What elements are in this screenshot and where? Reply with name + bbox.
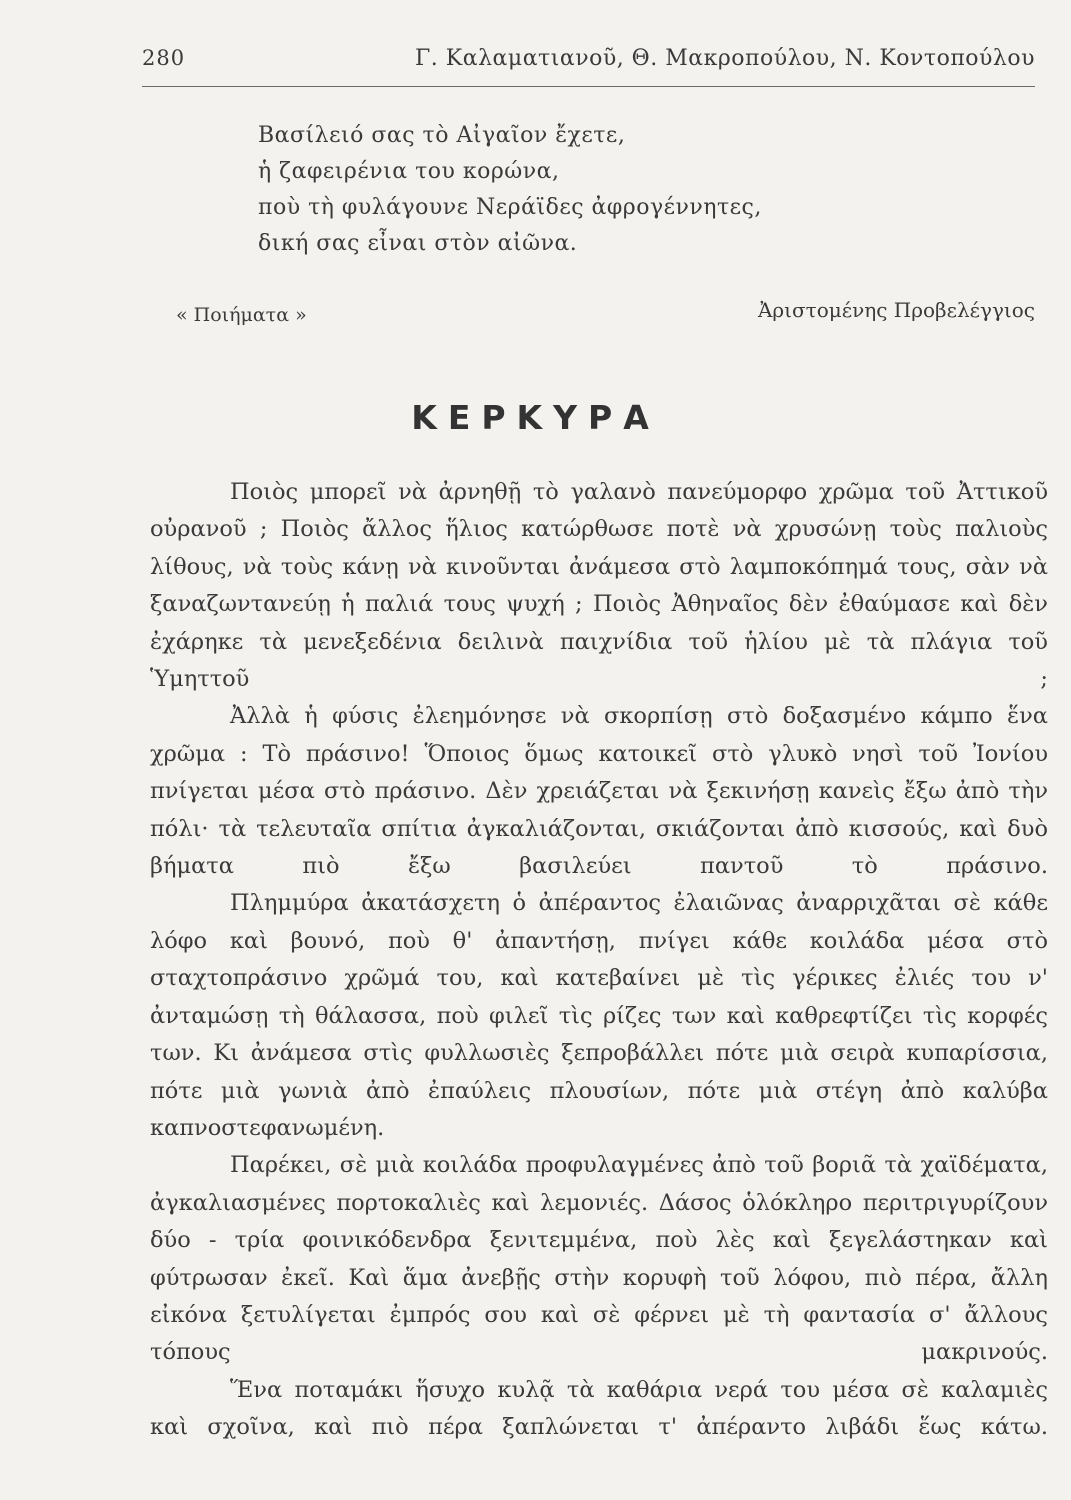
chapter-title: ΚΕΡΚΥΡΑ — [411, 398, 660, 437]
page-number: 280 — [142, 46, 186, 70]
poem-line: ποὺ τὴ φυλάγουνε Νεράϊδες ἀφρογέννητες, — [258, 195, 762, 220]
poem-line: δική σας εἶναι στὸν αἰῶνα. — [258, 231, 578, 256]
paragraph: Παρέκει, σὲ μιὰ κοιλάδα προφυλαγμένες ἀπὸ τοῦ βοριᾶ τὰ χαϊδέματα, ἀγκαλιασμένες πορτοκαλιὲς καὶ λεμονιές. Δάσος ὁλόκληρο περιτριγυρίζουν δύο - τρία φοινικόδενδρα ξενιτεμμένα, ποὺ λὲς καὶ ξεγελάστηκαν καὶ φύτρωσαν ἐκεῖ. Καὶ ἅμα ἀνεβῇς στὴν κορυφὴ τοῦ λόφου, πιὸ πέρα, ἄλλη εἰκόνα ξετυλίγεται ἐμπρός σου καὶ σὲ φέρνει μὲ τὴ φαντασία σ' ἄλλους τόπους μακρινούς. — [150, 1152, 1048, 1366]
paragraph: Πλημμύρα ἀκατάσχετη ὁ ἀπέραντος ἐλαιῶνας ἀναρριχᾶται σὲ κάθε λόφο καὶ βουνό, ποὺ θ' ἀπαντήσῃ, πνίγει κάθε κοιλάδα μέσα στὸ σταχτοπράσινο χρῶμά του, καὶ κατεβαίνει μὲ τὶς γέρικες ἐλιές του ν' ἀνταμώσῃ τὴ θάλασσα, ποὺ φιλεῖ τὶς ρίζες των καὶ καθρεφτίζει τὶς κορφές των. Κι ἀνάμεσα στὶς φυλλωσιὲς ξεπροβάλλει πότε μιὰ σειρὰ κυπαρίσσια, πότε μιὰ γωνιὰ ἀπὸ ἐπαύλεις πλουσίων, πότε μιὰ στέγη ἀπὸ καλύβα καπνοστεφανωμένη. — [150, 890, 1048, 1141]
epigraph-poem — [258, 118, 762, 262]
paragraph: Ἀλλὰ ἡ φύσις ἐλεημόνησε νὰ σκορπίσῃ στὸ δοξασμένο κάμπο ἕνα χρῶμα : Τὸ πράσινο! Ὅποιος ὅμως κατοικεῖ στὸ γλυκὸ νησὶ τοῦ Ἰονίου πνίγεται μέσα στὸ πράσινο. Δὲν χρειάζεται νὰ ξεκινήσῃ κανεὶς ἔξω ἀπὸ τὴν πόλι· τὰ τελευταῖα σπίτια ἀγκαλιάζονται, σκιάζονται ἀπὸ κισσούς, καὶ δυὸ βήματα πιὸ ἔξω βασιλεύει παντοῦ τὸ πράσινο. — [150, 703, 1048, 880]
body-text — [150, 474, 1048, 1447]
poem-attribution — [176, 298, 1035, 328]
poem-author: Ἀριστομένης Προβελέγγιος — [757, 298, 1035, 322]
poem-line: Βασίλειό σας τὸ Αἰγαῖον ἔχετε, — [258, 123, 626, 148]
running-title: Γ. Καλαματιανοῦ, Θ. Μακροπούλου, Ν. Κοντοπούλου — [415, 46, 1035, 71]
running-header — [142, 40, 1035, 87]
poem-source: « Ποιήματα » — [176, 304, 307, 326]
poem-line: ἡ ζαφειρένια του κορώνα, — [258, 159, 560, 184]
paragraph: Ἕνα ποταμάκι ἥσυχο κυλᾷ τὰ καθάρια νερά του μέσα σὲ καλαμιὲς καὶ σχοῖνα, καὶ πιὸ πέρα ξαπλώνεται τ' ἀπέραντο λιβάδι ἕως κάτω. — [150, 1376, 1048, 1441]
paragraph: Ποιὸς μπορεῖ νὰ ἀρνηθῇ τὸ γαλανὸ πανεύμορφο χρῶμα τοῦ Ἀττικοῦ οὐρανοῦ ; Ποιὸς ἄλλος ἥλιος κατώρθωσε ποτὲ νὰ χρυσώνῃ τοὺς παλιοὺς λίθους, νὰ τοὺς κάνῃ νὰ κινοῦνται ἀνάμεσα στὸ λαμποκόπημά τους, σὰν νὰ ξαναζωντανεύῃ ἡ παλιά τους ψυχή ; Ποιὸς Ἀθηναῖος δὲν ἐθαύμασε καὶ δὲν ἐχάρηκε τὰ μενεξεδένια δειλινὰ παιχνίδια τοῦ ἡλίου μὲ τὰ πλάγια τοῦ Ὑμηττοῦ ; — [150, 479, 1048, 693]
